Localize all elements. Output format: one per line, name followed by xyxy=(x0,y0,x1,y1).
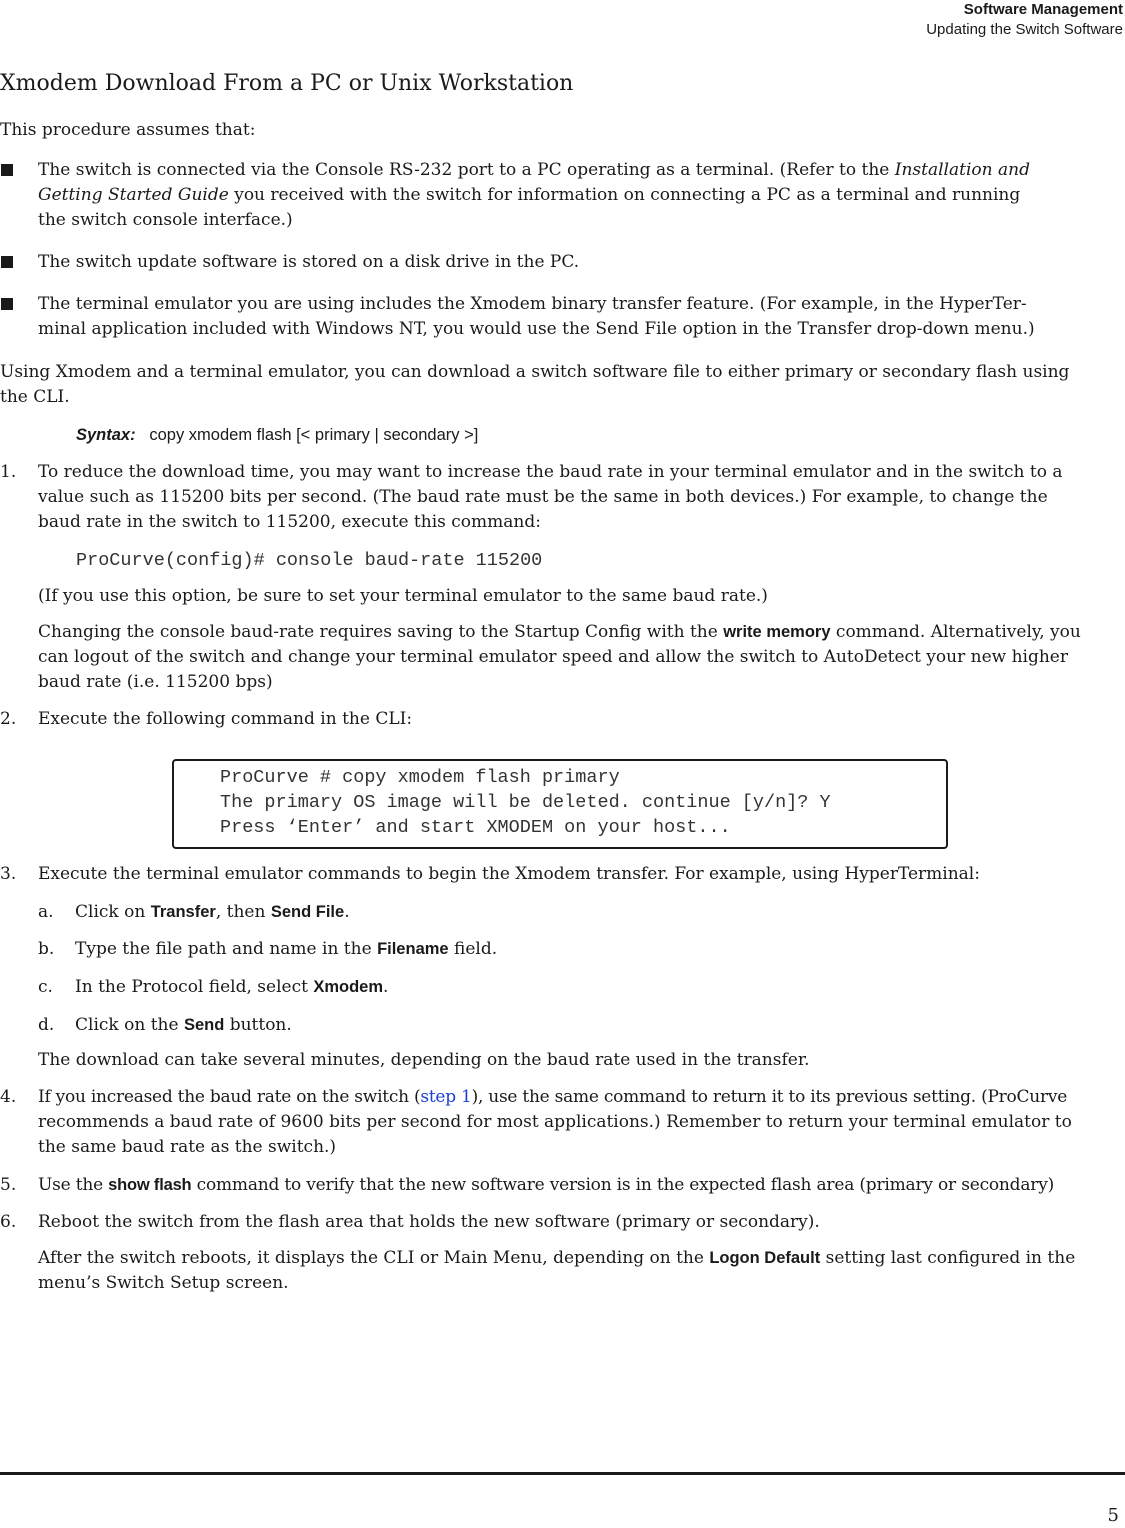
step-6-text: Reboot the switch from the flash area that holds the new software (primary or secondary). xyxy=(38,1212,820,1232)
cli-line-1: ProCurve # copy xmodem flash primary xyxy=(220,767,620,788)
bullet-2-text: The switch update software is stored on a disk drive in the PC. xyxy=(38,252,580,272)
usage-text-2: the CLI. xyxy=(0,387,70,407)
transfer-menu-label: Transfer xyxy=(150,903,216,921)
footer-rule xyxy=(0,1472,1125,1475)
guide-title-cont: Getting Started Guide xyxy=(38,185,229,205)
send-button-label: Send xyxy=(183,1016,225,1034)
bullet-3-text: The terminal emulator you are using includes the Xmodem binary transfer feature. (For example, in the HyperTer- xyxy=(38,294,1027,314)
step-1-text-3: baud rate in the switch to 115200, execute this command: xyxy=(38,512,541,532)
step-1-text: To reduce the download time, you may want to increase the baud rate in your terminal emulator and in the switch to a xyxy=(38,462,1063,482)
step-4-text: If you increased the baud rate on the switch ( xyxy=(38,1087,421,1107)
step-number: 3. xyxy=(0,864,17,884)
xmodem-option-label: Xmodem xyxy=(313,978,384,996)
cli-line-2: The primary OS image will be deleted. continue [y/n]? Y xyxy=(220,792,831,813)
send-file-label: Send File xyxy=(270,903,345,921)
logon-default-label: Logon Default xyxy=(709,1249,821,1267)
bullet-icon xyxy=(0,250,14,264)
substep-c xyxy=(38,975,388,1000)
substep-text: Click on xyxy=(75,902,151,922)
step-5-text-post: command to verify that the new software version is in the expected flash area (primary or secondary) xyxy=(191,1175,1055,1195)
change-text: Changing the console baud-rate requires saving to the Startup Config with the xyxy=(38,622,724,642)
substep-text-post: button. xyxy=(224,1015,292,1035)
substep-letter: d. xyxy=(38,1015,55,1035)
step-1-text-2: value such as 115200 bits per second. (The baud rate must be the same in both devices.) For example, to change the xyxy=(38,487,1048,507)
header-subsection: Updating the Switch Software xyxy=(926,21,1123,38)
show-flash-command: show flash xyxy=(108,1176,192,1194)
after-text-2: menu’s Switch Setup screen. xyxy=(38,1273,289,1293)
bullet-icon xyxy=(0,158,14,172)
guide-title: Installation and xyxy=(894,160,1030,180)
substep-text: Type the file path and name in the xyxy=(75,939,378,959)
step-3-after: The download can take several minutes, depending on the baud rate used in the transfer. xyxy=(38,1050,810,1070)
step-6-after xyxy=(38,1246,1075,1271)
step-2-text: Execute the following command in the CLI: xyxy=(38,709,413,729)
page-number: 5 xyxy=(1107,1505,1119,1526)
change-text-post: command. Alternatively, you xyxy=(830,622,1081,642)
substep-d xyxy=(38,1013,292,1038)
bullet-1-text-2: you received with the switch for information on connecting a PC as a terminal and running xyxy=(228,185,1021,205)
bullet-icon xyxy=(0,292,14,306)
change-text-3: baud rate (i.e. 115200 bps) xyxy=(38,672,273,692)
step-number: 1. xyxy=(0,462,17,482)
substep-a xyxy=(38,900,350,925)
substep-text-post: . xyxy=(383,977,389,997)
substep-text-post: . xyxy=(344,902,350,922)
intro-text: This procedure assumes that: xyxy=(0,120,256,140)
substep-b xyxy=(38,937,497,962)
step-4-text-3: the same baud rate as the switch.) xyxy=(38,1137,337,1157)
section-heading: Xmodem Download From a PC or Unix Workstation xyxy=(0,71,574,96)
step-5-text: Use the xyxy=(38,1175,109,1195)
change-text-2: can logout of the switch and change your terminal emulator speed and allow the switch to AutoDetect your new higher xyxy=(38,647,1068,667)
cli-output-box xyxy=(172,759,948,849)
syntax-label: Syntax: xyxy=(76,426,136,444)
step-number: 6. xyxy=(0,1212,17,1232)
syntax-command: copy xmodem flash [< primary | secondary >] xyxy=(149,426,479,444)
after-text-post: setting last configured in the xyxy=(820,1248,1076,1268)
substep-text: Click on the xyxy=(75,1015,184,1035)
syntax-line xyxy=(76,423,478,448)
baud-rate-command: ProCurve(config)# console baud-rate 115200 xyxy=(76,550,543,571)
header-section: Software Management xyxy=(963,1,1123,18)
filename-field-label: Filename xyxy=(377,940,449,958)
substep-letter: b. xyxy=(38,939,55,959)
running-header xyxy=(926,0,1123,40)
bullet-1-text-3: the switch console interface.) xyxy=(38,210,293,230)
step-3-text: Execute the terminal emulator commands to begin the Xmodem transfer. For example, using HyperTerminal: xyxy=(38,864,980,884)
step-4-text-post: ), use the same command to return it to its previous setting. (ProCurve xyxy=(471,1087,1068,1107)
substep-text-post: field. xyxy=(448,939,498,959)
substep-letter: a. xyxy=(38,902,54,922)
step-4-text-2: recommends a baud rate of 9600 bits per second for most applications.) Remember to return your terminal emulator to xyxy=(38,1112,1072,1132)
step-number: 4. xyxy=(0,1087,17,1107)
usage-text: Using Xmodem and a terminal emulator, you can download a switch software file to either primary or secondary flash using xyxy=(0,362,1070,382)
bullet-3-text-2: minal application included with Windows NT, you would use the Send File option in the Transfer drop-down menu.) xyxy=(38,319,1035,339)
step-1-note: (If you use this option, be sure to set your terminal emulator to the same baud rate.) xyxy=(38,586,768,606)
substep-text-mid: , then xyxy=(215,902,271,922)
after-text: After the switch reboots, it displays the CLI or Main Menu, depending on the xyxy=(38,1248,710,1268)
bullet-1-text: The switch is connected via the Console RS-232 port to a PC operating as a terminal. (Refer to the xyxy=(38,160,895,180)
step-number: 5. xyxy=(0,1175,17,1195)
substep-text: In the Protocol field, select xyxy=(75,977,314,997)
step-number: 2. xyxy=(0,709,17,729)
cli-line-3: Press ‘Enter’ and start XMODEM on your host... xyxy=(220,817,731,838)
step-1-link[interactable]: step 1 xyxy=(420,1087,472,1107)
write-memory-command: write memory xyxy=(723,623,831,641)
substep-letter: c. xyxy=(38,977,53,997)
step-1-change xyxy=(38,620,1081,645)
